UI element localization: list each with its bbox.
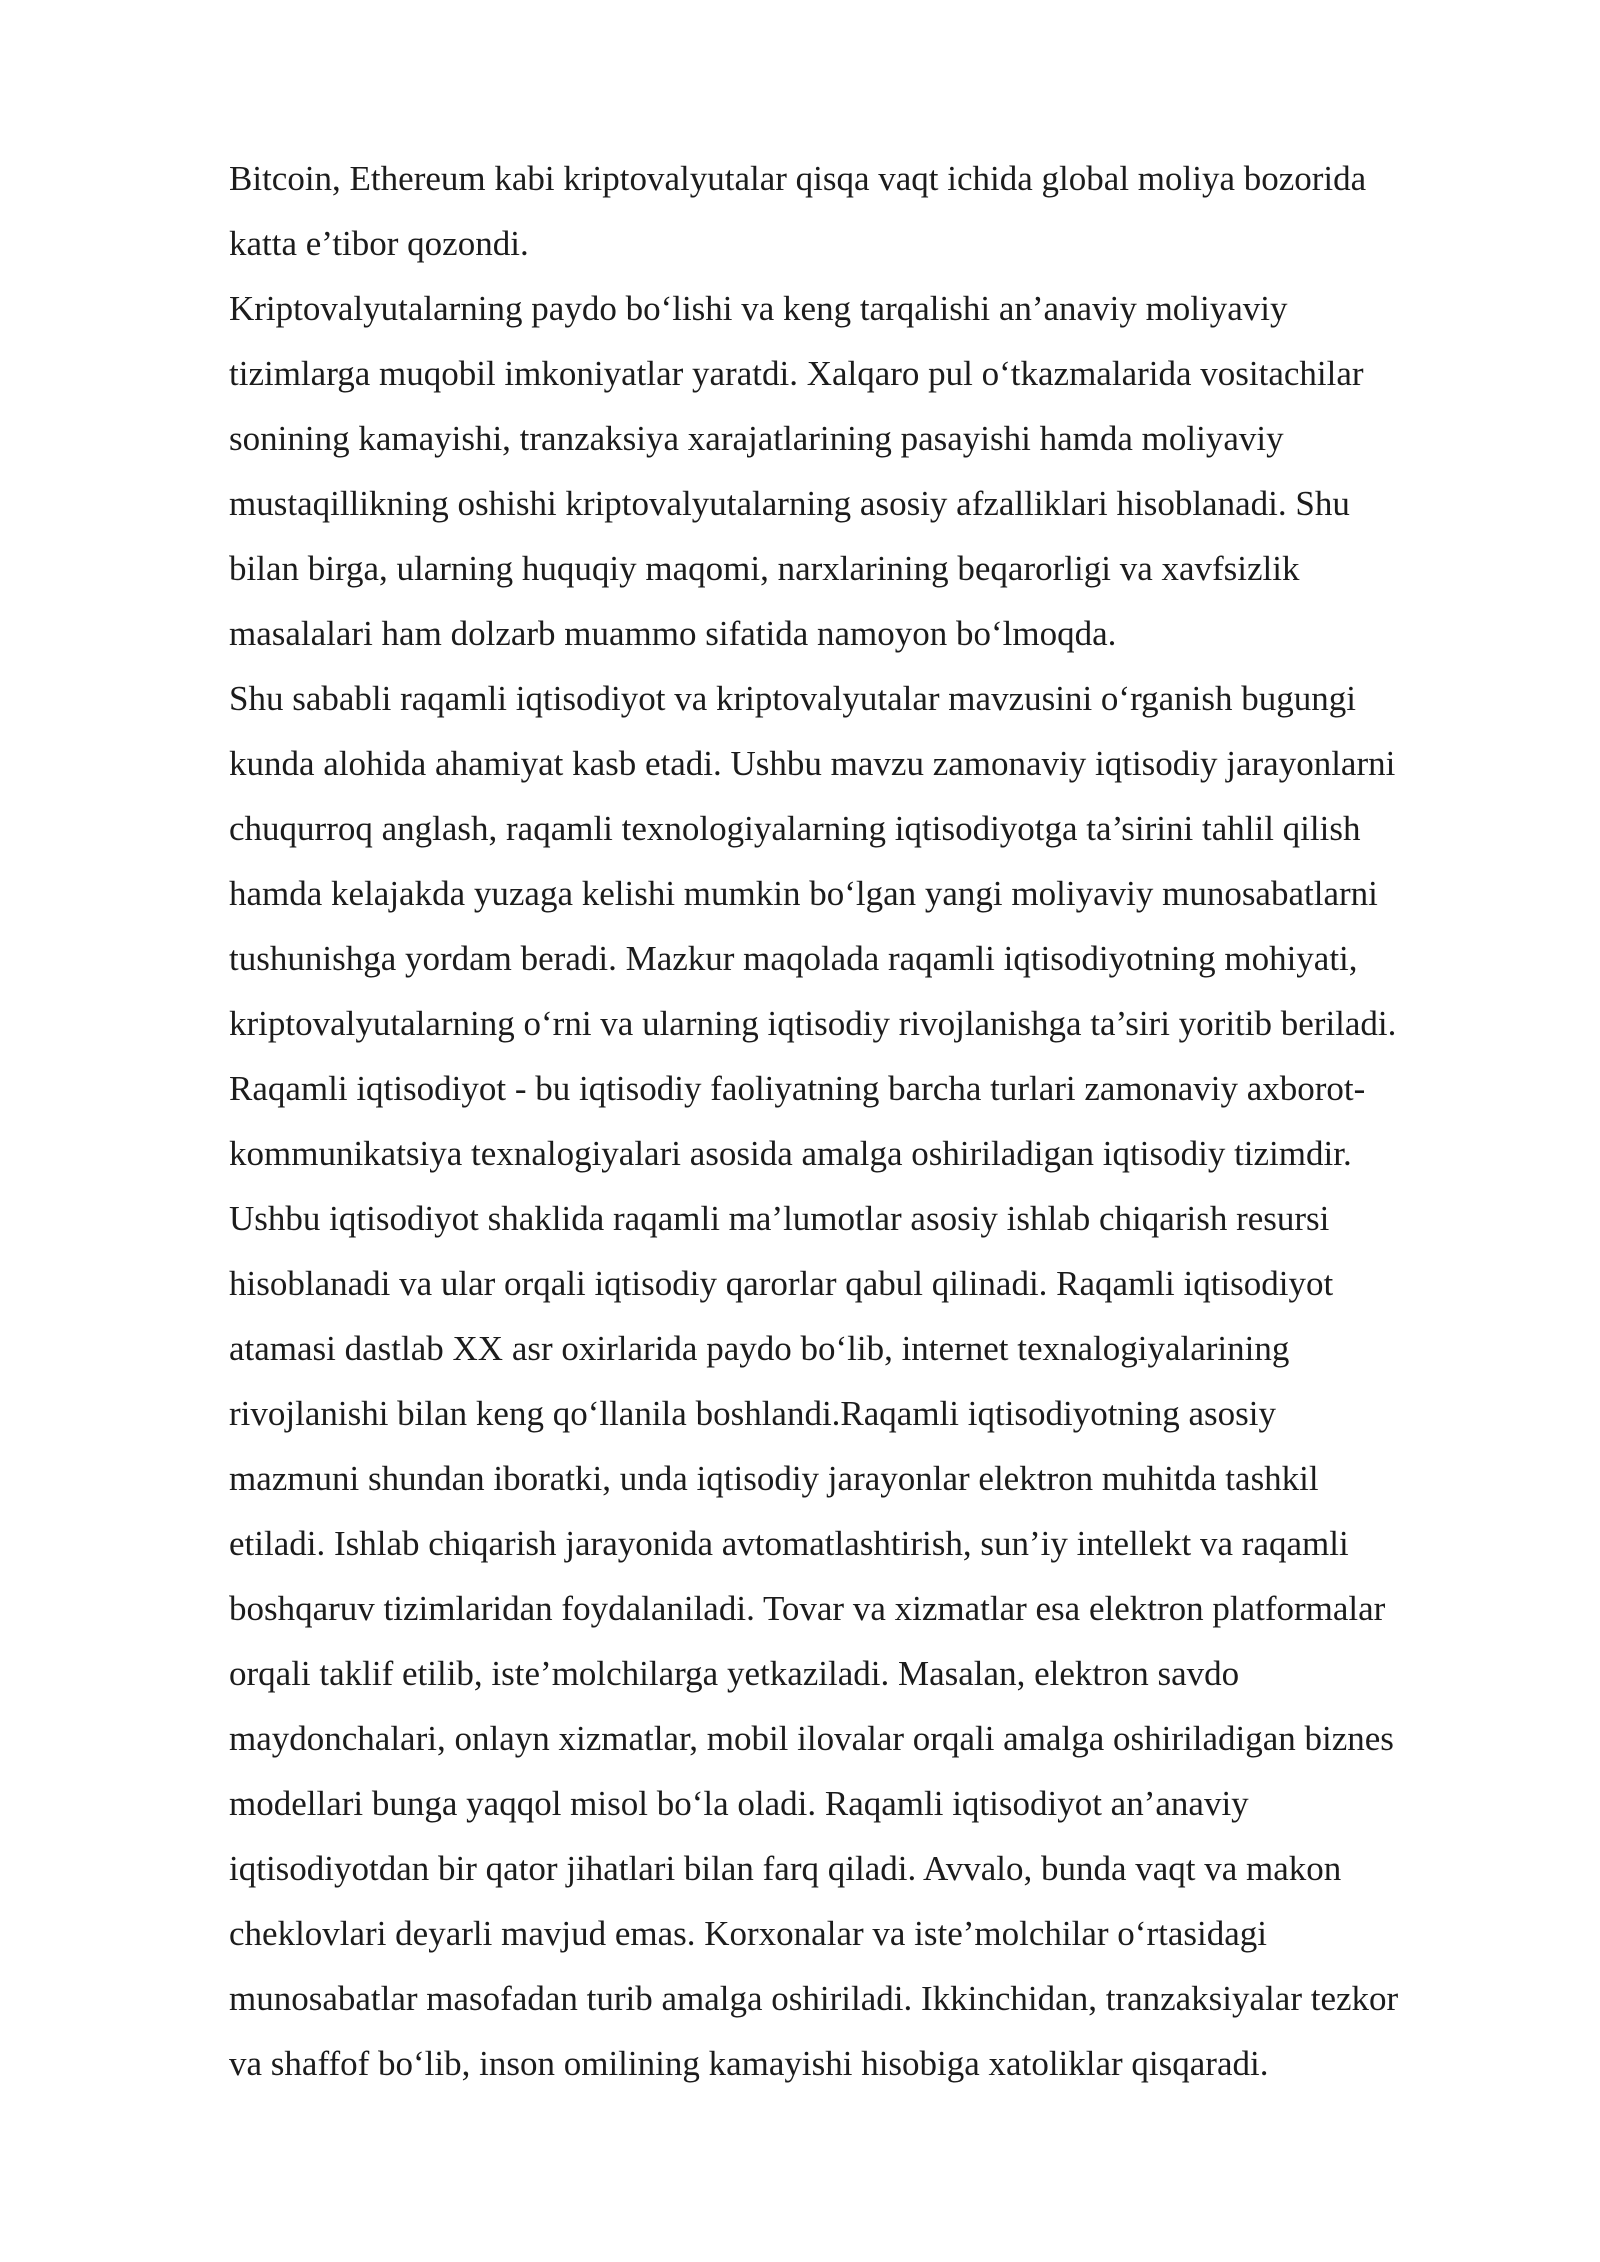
text-line: chuqurroq anglash, raqamli texnologiyalarning iqtisodiyotga ta’sirini tahlil qilish — [229, 809, 1361, 848]
text-line: mustaqillikning oshishi kriptovalyutalarning asosiy afzalliklari hisoblanadi. Shu — [229, 484, 1350, 523]
text-line: katta e’tibor qozondi. — [229, 224, 529, 263]
text-line: kriptovalyutalarning oʻrni va ularning iqtisodiy rivojlanishga ta’siri yoritib beriladi. — [229, 1004, 1397, 1043]
text-line: va shaffof boʻlib, inson omilining kamayishi hisobiga xatoliklar qisqaradi. — [229, 2044, 1269, 2083]
body-text — [229, 146, 1529, 2096]
text-line: kunda alohida ahamiyat kasb etadi. Ushbu mavzu zamonaviy iqtisodiy jarayonlarni — [229, 744, 1396, 783]
text-line: Kriptovalyutalarning paydo boʻlishi va keng tarqalishi an’anaviy moliyaviy — [229, 289, 1288, 328]
text-line: hamda kelajakda yuzaga kelishi mumkin boʻlgan yangi moliyaviy munosabatlarni — [229, 874, 1378, 913]
text-line: kommunikatsiya texnalogiyalari asosida amalga oshiriladigan iqtisodiy tizimdir. — [229, 1134, 1352, 1173]
text-line: tizimlarga muqobil imkoniyatlar yaratdi. Xalqaro pul oʻtkazmalarida vositachilar — [229, 354, 1364, 393]
text-line: sonining kamayishi, tranzaksiya xarajatlarining pasayishi hamda moliyaviy — [229, 419, 1284, 458]
text-line: munosabatlar masofadan turib amalga oshiriladi. Ikkinchidan, tranzaksiyalar tezkor — [229, 1979, 1399, 2018]
text-line: tushunishga yordam beradi. Mazkur maqolada raqamli iqtisodiyotning mohiyati, — [229, 939, 1358, 978]
text-line: modellari bunga yaqqol misol boʻla oladi. Raqamli iqtisodiyot an’anaviy — [229, 1784, 1249, 1823]
text-line: maydonchalari, onlayn xizmatlar, mobil ilovalar orqali amalga oshiriladigan biznes — [229, 1719, 1394, 1758]
text-line: boshqaruv tizimlaridan foydalaniladi. Tovar va xizmatlar esa elektron platformalar — [229, 1589, 1386, 1628]
text-line: Ushbu iqtisodiyot shaklida raqamli ma’lumotlar asosiy ishlab chiqarish resursi — [229, 1199, 1330, 1238]
text-line: rivojlanishi bilan keng qoʻllanila boshlandi.Raqamli iqtisodiyotning asosiy — [229, 1394, 1276, 1433]
text-line: mazmuni shundan iboratki, unda iqtisodiy jarayonlar elektron muhitda tashkil — [229, 1459, 1319, 1498]
text-line: etiladi. Ishlab chiqarish jarayonida avtomatlashtirish, sun’iy intellekt va raqamli — [229, 1524, 1349, 1563]
text-line: bilan birga, ularning huquqiy maqomi, narxlarining beqarorligi va xavfsizlik — [229, 549, 1300, 588]
text-line: Bitcoin, Ethereum kabi kriptovalyutalar qisqa vaqt ichida global moliya bozorida — [229, 159, 1367, 198]
text-line: Shu sababli raqamli iqtisodiyot va kriptovalyutalar mavzusini oʻrganish bugungi — [229, 679, 1356, 718]
text-line: iqtisodiyotdan bir qator jihatlari bilan farq qiladi. Avvalo, bunda vaqt va makon — [229, 1849, 1342, 1888]
text-line: hisoblanadi va ular orqali iqtisodiy qarorlar qabul qilinadi. Raqamli iqtisodiyot — [229, 1264, 1334, 1303]
text-line: cheklovlari deyarli mavjud emas. Korxonalar va iste’molchilar oʻrtasidagi — [229, 1914, 1267, 1953]
text-line: Raqamli iqtisodiyot - bu iqtisodiy faoliyatning barcha turlari zamonaviy axborot- — [229, 1069, 1366, 1108]
text-line: masalalari ham dolzarb muammo sifatida namoyon boʻlmoqda. — [229, 614, 1117, 653]
text-line: orqali taklif etilib, iste’molchilarga yetkaziladi. Masalan, elektron savdo — [229, 1654, 1240, 1693]
text-line: atamasi dastlab XX asr oxirlarida paydo boʻlib, internet texnalogiyalarining — [229, 1329, 1290, 1368]
